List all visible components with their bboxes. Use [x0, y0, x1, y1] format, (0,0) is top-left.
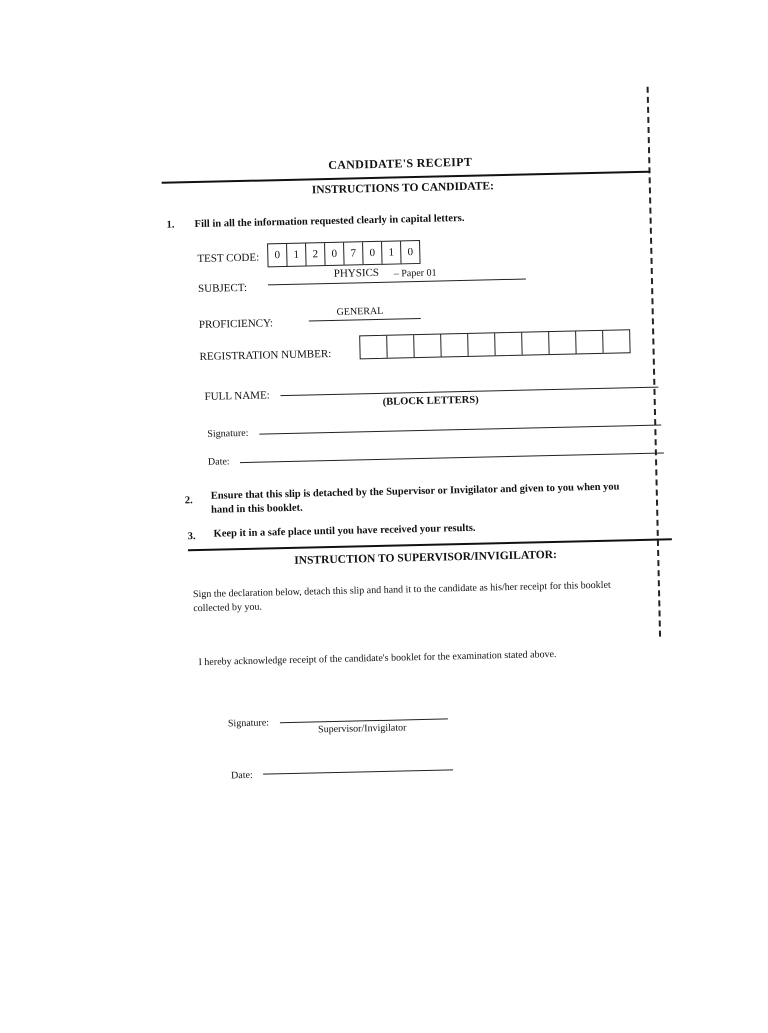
test-code-digit: 7	[344, 242, 363, 264]
test-code-label: TEST CODE:	[197, 251, 260, 265]
item-2-text-line2: hand in this booklet.	[210, 502, 303, 516]
registration-label: REGISTRATION NUMBER:	[199, 347, 332, 363]
signature-line	[259, 425, 661, 435]
proficiency-line	[309, 318, 421, 322]
registration-box	[387, 335, 414, 358]
supervisor-heading: INSTRUCTION TO SUPERVISOR/INVIGILATOR:	[294, 548, 557, 567]
item-3-text: Keep it in a safe place until you have received your results.	[213, 522, 476, 540]
test-code-digit: 1	[287, 244, 306, 266]
item-1-number: 1.	[166, 219, 175, 231]
date-line	[240, 452, 664, 463]
subject-label: SUBJECT:	[197, 281, 248, 295]
proficiency-value: GENERAL	[336, 305, 384, 318]
test-code-boxes	[267, 240, 421, 267]
test-code-digit: 2	[306, 243, 325, 265]
test-code-digit: 1	[382, 241, 401, 263]
supervisor-text-line1: Sign the declaration below, detach this slip and hand it to the candidate as his/her receipt for this booklet	[192, 579, 611, 601]
test-code-digit: 0	[363, 242, 382, 264]
test-code-digit: 0	[325, 243, 344, 265]
signature-label: Signature:	[207, 427, 249, 440]
supervisor-role: Supervisor/Invigilator	[317, 722, 407, 736]
item-1-text: Fill in all the information requested clearly in capital letters.	[194, 212, 465, 231]
registration-box	[549, 331, 576, 354]
registration-boxes	[359, 329, 630, 359]
proficiency-label: PROFICIENCY:	[198, 317, 274, 331]
section-rule	[188, 538, 672, 551]
test-code-digit: 0	[268, 244, 287, 266]
registration-box	[414, 334, 441, 357]
registration-box	[603, 330, 629, 353]
registration-box	[495, 333, 522, 356]
supervisor-date-line	[263, 769, 453, 774]
subject-line	[268, 279, 526, 286]
full-name-hint: (BLOCK LETTERS)	[382, 394, 479, 408]
date-label: Date:	[207, 456, 230, 468]
test-code-digit: 0	[407, 246, 414, 259]
receipt-title: CANDIDATE'S RECEIPT	[328, 154, 473, 173]
subject-paper: – Paper 01	[393, 267, 437, 280]
subject-value: PHYSICS	[333, 266, 380, 280]
item-2-number: 2.	[184, 495, 193, 507]
supervisor-signature-label: Signature:	[227, 717, 270, 730]
registration-box	[441, 334, 468, 357]
registration-box	[576, 331, 603, 354]
instructions-heading: INSTRUCTIONS TO CANDIDATE:	[311, 180, 495, 197]
supervisor-text-line2: collected by you.	[193, 601, 263, 615]
registration-box	[360, 336, 387, 359]
cut-line	[647, 87, 661, 637]
full-name-label: FULL NAME:	[204, 389, 270, 403]
item-3-number: 3.	[187, 531, 196, 543]
declaration-text: I hereby acknowledge receipt of the candidate's booklet for the examination stated above.	[198, 648, 557, 669]
registration-box	[468, 333, 495, 356]
registration-box	[522, 332, 549, 355]
item-2-text-line1: Ensure that this slip is detached by the Supervisor or Invigilator and given to you when you	[210, 481, 620, 502]
supervisor-date-label: Date:	[230, 769, 253, 782]
